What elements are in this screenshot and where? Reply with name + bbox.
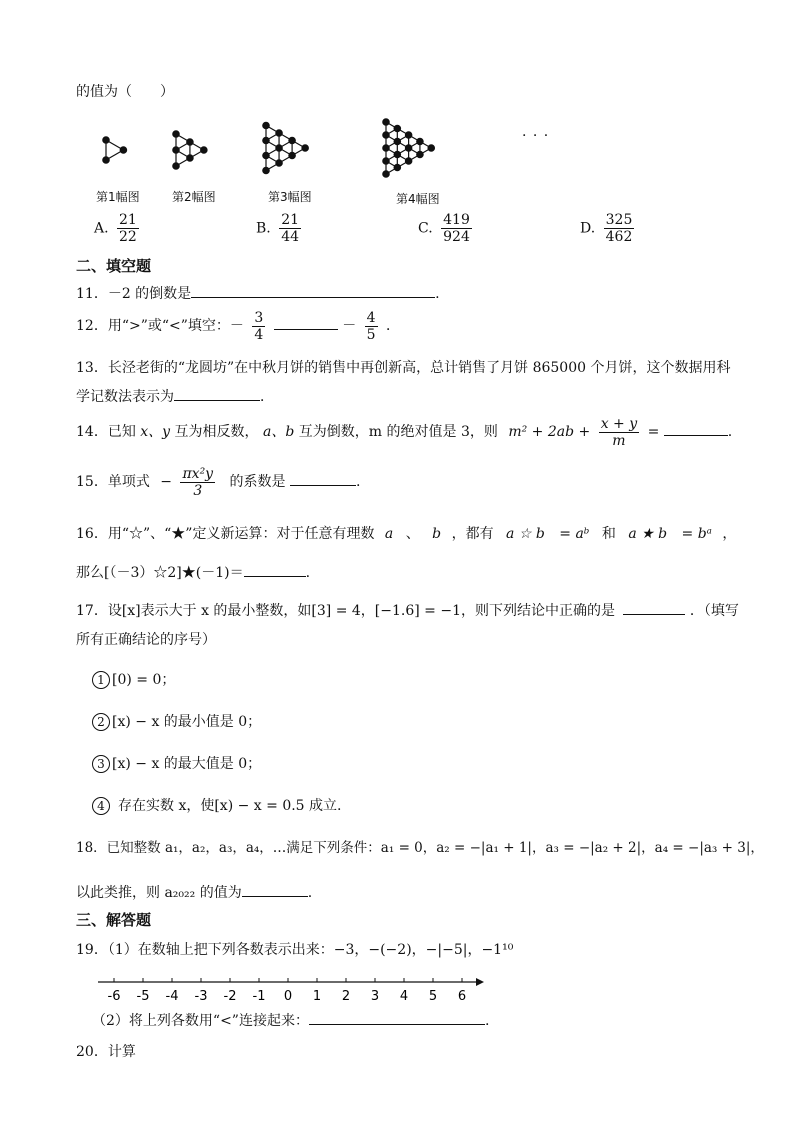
question-18-line1: 18．已知整数 a₁，a₂，a₃，a₄，…满足下列条件：a₁ = 0，a₂ = −|a₁ + 1|，a₃ = −|a₂ + 2|，a₄ = −|a₃ + 3|， <box>76 840 764 856</box>
answer-blank-15[interactable] <box>290 471 356 486</box>
answer-blank-17[interactable] <box>623 600 685 615</box>
pattern-dot <box>383 171 389 177</box>
option-c-fraction: $\frac{419}{924}$ <box>443 212 470 245</box>
number-line-label: 4 <box>399 989 409 1004</box>
pattern-dot <box>383 119 389 125</box>
question-17-line1: 17．设[x]表示大于 x 的最小整数，如[3] = 4，[−1.6] = −1，则下列结论中正确的是 ．（填写 <box>76 600 739 621</box>
question-19-line1: 19．（1）在数轴上把下列各数表示出来：−3，−(−2)，−|−5|，−1¹⁰ <box>76 942 514 958</box>
circled-number-3: 3 <box>92 755 110 773</box>
number-line-label: -1 <box>252 989 266 1004</box>
figure-caption-2: 第2幅图 <box>172 190 216 204</box>
number-line-label: 5 <box>428 989 438 1004</box>
option-d-fraction: $\frac{325}{462}$ <box>605 212 633 245</box>
pattern-dot <box>276 130 282 136</box>
option-c-label: C. <box>418 220 433 237</box>
option-a-fraction: $\frac{21}{22}$ <box>119 212 137 245</box>
figure-caption-1: 第1幅图 <box>96 190 140 204</box>
q10-figures <box>90 110 550 200</box>
number-line-label: 3 <box>370 989 380 1004</box>
fraction-4-5: $\frac{4}{5}$ <box>366 309 376 343</box>
pattern-dot <box>405 145 411 151</box>
pattern-dot <box>201 147 207 153</box>
pattern-dot <box>103 137 109 143</box>
answer-blank-18[interactable] <box>242 882 308 897</box>
pattern-dot <box>417 138 423 144</box>
question-11: 11．－2 的倒数是 . <box>76 283 440 304</box>
number-line-label: -4 <box>165 989 179 1004</box>
question-17-line2: 所有正确结论的序号） <box>76 632 216 648</box>
question-13-line2: 学记数法表示为 ． <box>76 386 274 407</box>
figure-caption-3: 第3幅图 <box>268 190 312 204</box>
option-a[interactable] <box>94 212 143 245</box>
circled-number-4: 4 <box>92 797 110 815</box>
option-b-fraction: $\frac{21}{44}$ <box>281 212 300 245</box>
number-line-label: -2 <box>223 989 237 1004</box>
pattern-dot <box>289 152 295 158</box>
q10-stem: 的值为（ ） <box>76 84 174 100</box>
q17-item-3: 3 [x) − x 的最大值是 0； <box>92 754 261 774</box>
pattern-dot <box>120 147 126 153</box>
pattern-dot <box>276 145 282 151</box>
pattern-dot <box>405 132 411 138</box>
pattern-dot <box>405 158 411 164</box>
answer-blank-16[interactable] <box>244 562 306 577</box>
number-line-label: 1 <box>312 989 322 1004</box>
pattern-dot <box>383 158 389 164</box>
pattern-dot <box>263 167 269 173</box>
pattern-dot <box>263 122 269 128</box>
q17-item-1: 1 [0) = 0； <box>92 670 175 690</box>
number-line-label: 2 <box>341 989 351 1004</box>
number-line-label: -6 <box>107 989 121 1004</box>
pattern-dot <box>394 125 400 131</box>
section-2-title: 二、填空题 <box>76 257 152 275</box>
pattern-dot <box>263 152 269 158</box>
question-15: 15．单项式 − $\frac{\text{πx²y}}{3}$ 的系数是 . <box>76 465 361 499</box>
pattern-dot <box>103 157 109 163</box>
question-13-line1: 13．长泾老街的“龙圆坊”在中秋月饼的销售中再创新高，总计销售了月饼 865000 个月饼，这个数据用科 <box>76 360 731 376</box>
answer-blank-13[interactable] <box>174 386 260 401</box>
question-16-line1: 16．用“☆”、“★”定义新运算：对于任意有理数 a 、 b ，都有 a ☆ b = aᵇ 和 a ★ b = bᵃ ， <box>76 526 737 542</box>
pattern-dot <box>394 164 400 170</box>
number-line-label: 0 <box>283 989 293 1004</box>
fraction-xy-m: $\frac{x + y}{m}$ <box>600 415 638 449</box>
pattern-dot <box>276 160 282 166</box>
question-18-line2: 以此类推，则 a₂₀₂₂ 的值为 . <box>76 882 312 903</box>
number-line-label: 6 <box>457 989 467 1004</box>
figure-ellipsis: · · · <box>522 128 550 144</box>
fraction-3-4: $\frac{3}{4}$ <box>254 309 264 343</box>
answer-blank-19[interactable] <box>309 1010 485 1025</box>
figure-caption-4: 第4幅图 <box>396 192 440 206</box>
option-d-label: D. <box>580 220 596 237</box>
answer-blank-12[interactable] <box>274 315 338 330</box>
pattern-dot <box>263 137 269 143</box>
pattern-dot <box>173 163 179 169</box>
pattern-dot <box>383 132 389 138</box>
pattern-dot <box>187 155 193 161</box>
question-12: 12．用“>”或“<”填空：－ $\frac{3}{4}$ － $\frac{4}{5}$ ． <box>76 309 401 343</box>
circled-number-1: 1 <box>92 671 110 689</box>
q17-item-2: 2 [x) − x 的最小值是 0； <box>92 712 261 732</box>
pattern-dot <box>394 138 400 144</box>
fraction-monomial: $\frac{\text{πx²y}}{3}$ <box>182 465 214 499</box>
pattern-dot <box>173 147 179 153</box>
option-b[interactable] <box>256 212 305 245</box>
question-16-line2: 那么[（－3）☆2]★(－1)＝ . <box>76 562 310 583</box>
pattern-dot <box>289 137 295 143</box>
pattern-dot <box>417 151 423 157</box>
pattern-dot <box>383 145 389 151</box>
pattern-dot <box>187 139 193 145</box>
option-b-label: B. <box>256 220 271 237</box>
pattern-dot <box>302 145 308 151</box>
pattern-dot <box>173 131 179 137</box>
number-line <box>92 972 492 1004</box>
question-19-line2: （2）将上列各数用“<”连接起来： . <box>92 1010 489 1031</box>
option-d[interactable] <box>580 212 638 245</box>
question-20: 20．计算 <box>76 1044 136 1060</box>
circled-number-2: 2 <box>92 713 110 731</box>
number-line-label: -3 <box>194 989 208 1004</box>
answer-blank-14[interactable] <box>664 421 728 436</box>
section-3-title: 三、解答题 <box>76 911 152 929</box>
option-c[interactable] <box>418 212 476 245</box>
pattern-dot <box>394 151 400 157</box>
number-line-label: -5 <box>136 989 150 1004</box>
question-14: 14．已知 x、y 互为相反数， a、b 互为倒数，m 的绝对值是 3，则 m² + 2ab + $\frac{x + y}{m}$ = . <box>76 415 733 449</box>
pattern-dot <box>428 145 434 151</box>
option-a-label: A. <box>94 220 109 237</box>
q17-item-4: 4 存在实数 x，使[x) − x = 0.5 成立. <box>92 796 342 816</box>
answer-blank-11[interactable] <box>191 283 435 298</box>
